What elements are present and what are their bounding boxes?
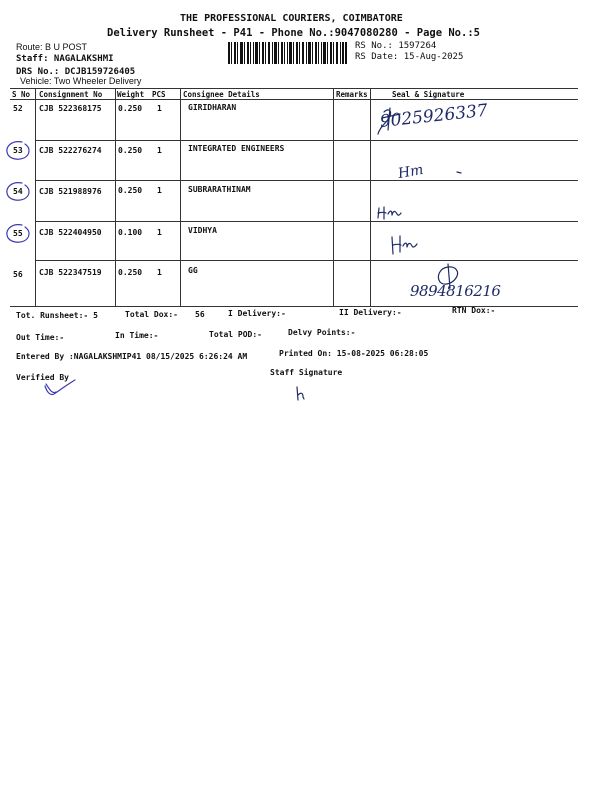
handwritten-signature bbox=[388, 234, 422, 258]
row-divider bbox=[35, 260, 578, 261]
printed-on: Printed On: 15-08-2025 06:28:05 bbox=[279, 349, 429, 358]
staff-signature-mark bbox=[292, 385, 312, 405]
row-pcs: 1 bbox=[157, 104, 162, 113]
col-header-weight: Weight bbox=[117, 90, 145, 99]
col-header-sno: S No bbox=[12, 90, 31, 99]
col-divider bbox=[333, 88, 334, 306]
handwritten-phone: 9894816216 bbox=[410, 282, 501, 300]
col-header-remarks: Remarks bbox=[336, 90, 368, 99]
col-divider bbox=[35, 88, 36, 306]
vehicle-label: Vehicle: Two Wheeler Delivery bbox=[20, 76, 142, 86]
entered-by: Entered By :NAGALAKSHMIP41 08/15/2025 6:26:24 AM bbox=[16, 352, 248, 361]
verified-by-label: Verified By bbox=[16, 373, 69, 382]
in-time: In Time:- bbox=[115, 331, 159, 340]
col-header-consignment: Consignment No bbox=[39, 90, 103, 99]
col-divider bbox=[370, 88, 371, 306]
pen-circle-row-55 bbox=[4, 222, 34, 246]
total-dox-label: Total Dox:- bbox=[125, 310, 178, 319]
row-weight: 0.250 bbox=[118, 268, 143, 277]
delvy-points: Delvy Points:- bbox=[288, 328, 356, 337]
rs-date: RS Date: 15-Aug-2025 bbox=[355, 52, 464, 62]
row-sno: 53 bbox=[13, 146, 23, 155]
i-delivery: I Delivery:- bbox=[228, 309, 286, 318]
handwritten-initials: Hm bbox=[396, 161, 425, 183]
row-sno: 54 bbox=[13, 187, 23, 196]
out-time: Out Time:- bbox=[16, 333, 65, 342]
row-sno: 55 bbox=[13, 229, 23, 238]
pen-circle-row-53 bbox=[4, 139, 34, 163]
barcode bbox=[228, 42, 348, 64]
row-consignment-no: CJB 522368175 bbox=[39, 104, 102, 113]
company-title: THE PROFESSIONAL COURIERS, COIMBATORE bbox=[180, 13, 403, 24]
pen-circle-row-54 bbox=[4, 180, 34, 204]
col-header-pcs: PCS bbox=[152, 90, 166, 99]
row-consignment-no: CJB 522347519 bbox=[39, 268, 102, 277]
row-weight: 0.250 bbox=[118, 186, 143, 195]
runsheet-subtitle: Delivery Runsheet - P41 - Phone No.:9047080280 - Page No.:5 bbox=[107, 27, 480, 39]
rs-number: RS No.: 1597264 bbox=[355, 41, 437, 51]
col-header-seal-signature: Seal & Signature bbox=[392, 90, 465, 99]
ii-delivery: II Delivery:- bbox=[339, 308, 402, 317]
row-consignee: SUBRARATHINAM bbox=[188, 185, 251, 194]
pen-mark bbox=[455, 168, 465, 176]
route-label: Route: B U POST bbox=[16, 42, 88, 52]
col-header-consignee: Consignee Details bbox=[183, 90, 260, 99]
row-consignee: VIDHYA bbox=[188, 226, 217, 235]
row-pcs: 1 bbox=[157, 186, 162, 195]
col-divider bbox=[180, 88, 181, 306]
row-pcs: 1 bbox=[157, 146, 162, 155]
table-top-rule bbox=[10, 88, 578, 89]
row-weight: 0.250 bbox=[118, 104, 143, 113]
total-dox-value: 56 bbox=[195, 310, 205, 319]
col-divider bbox=[115, 88, 116, 306]
tot-runsheet: Tot. Runsheet:- 5 bbox=[16, 311, 98, 320]
row-consignment-no: CJB 522404950 bbox=[39, 228, 102, 237]
row-weight: 0.250 bbox=[118, 146, 143, 155]
staff-signature-label: Staff Signature bbox=[270, 368, 343, 377]
row-pcs: 1 bbox=[157, 228, 162, 237]
table-header-rule bbox=[10, 99, 578, 100]
handwritten-phone: 9025926337 bbox=[378, 100, 489, 132]
staff-label: Staff: NAGALAKSHMI bbox=[16, 54, 114, 64]
row-consignment-no: CJB 521988976 bbox=[39, 187, 102, 196]
rtn-dox: RTN Dox:- bbox=[452, 306, 496, 315]
handwritten-signature bbox=[376, 204, 410, 222]
total-pod: Total POD:- bbox=[209, 330, 262, 339]
row-divider bbox=[35, 221, 578, 222]
row-sno: 52 bbox=[13, 104, 23, 113]
row-weight: 0.100 bbox=[118, 228, 143, 237]
row-pcs: 1 bbox=[157, 268, 162, 277]
row-consignee: GG bbox=[188, 266, 198, 275]
row-consignment-no: CJB 522276274 bbox=[39, 146, 102, 155]
barcode-graphic bbox=[228, 42, 348, 64]
row-sno: 56 bbox=[13, 270, 23, 279]
drs-number: DRS No.: DCJB159726405 bbox=[16, 67, 136, 77]
row-divider bbox=[35, 180, 578, 181]
row-consignee: GIRIDHARAN bbox=[188, 103, 237, 112]
row-consignee: INTEGRATED ENGINEERS bbox=[188, 144, 285, 153]
verified-check-mark bbox=[42, 378, 78, 400]
